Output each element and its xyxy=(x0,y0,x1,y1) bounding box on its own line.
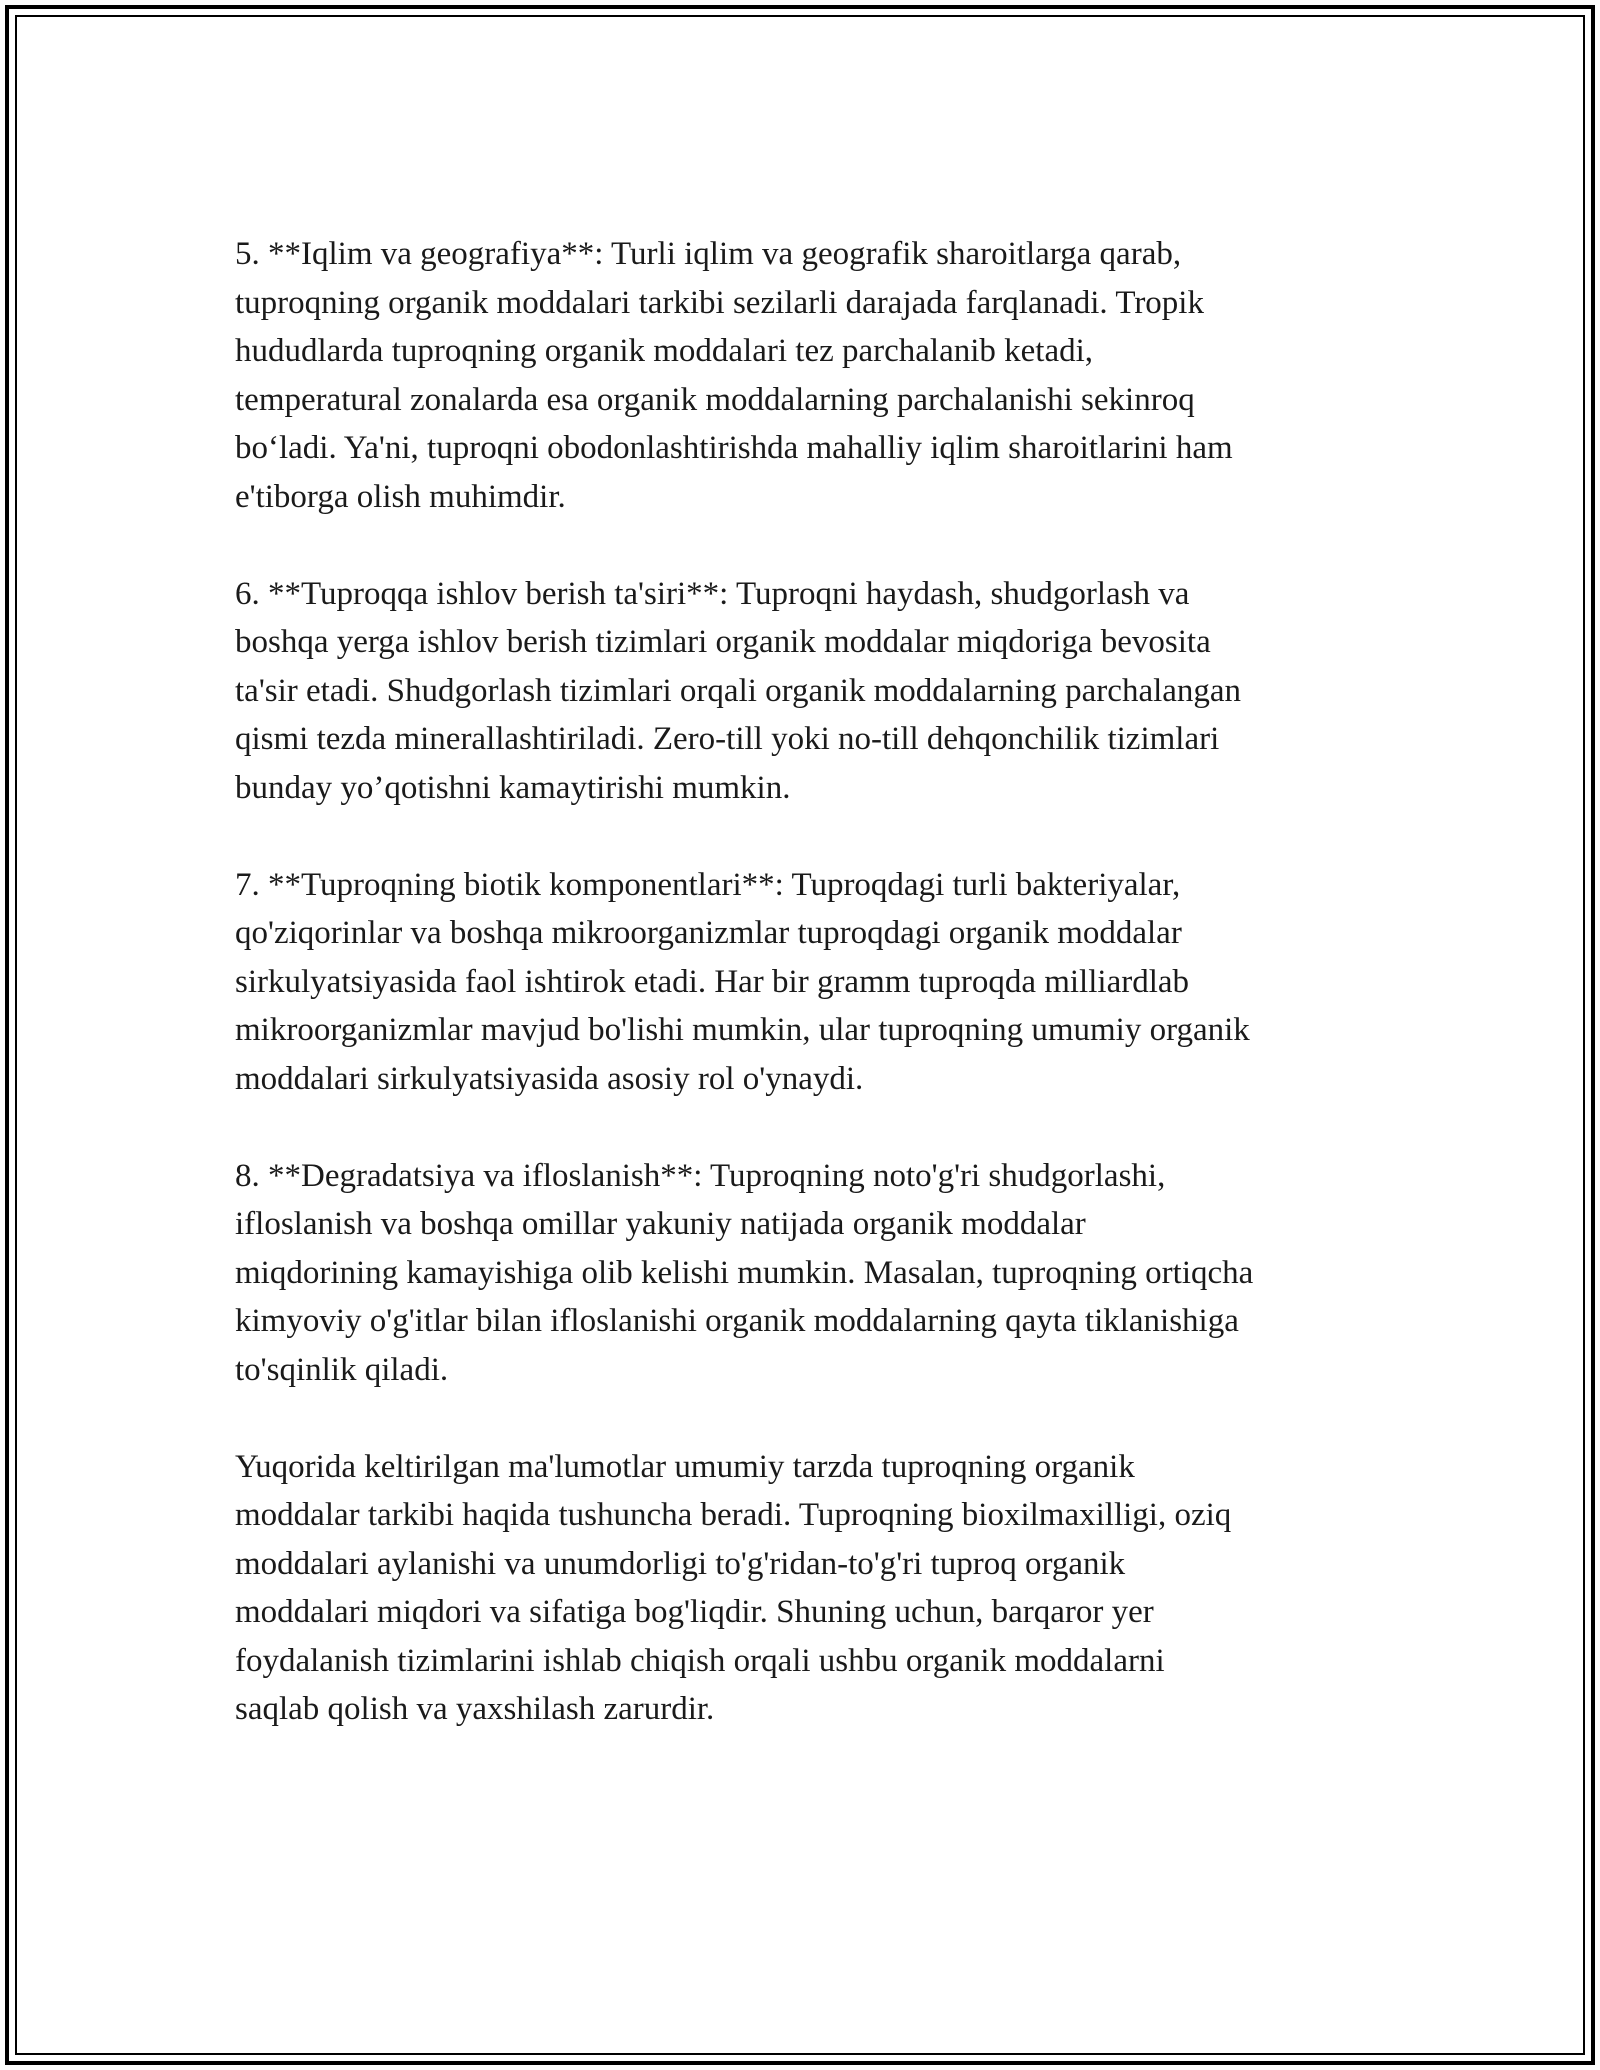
paragraph-tillage-effect: 6. **Tuproqqa ishlov berish ta'siri**: Tuproqni haydash, shudgorlash va boshqa yerga ishlov berish tizimlari organik moddalar miqdoriga bevosita ta'sir etadi. Shudgorlash tizimlari orqali organik moddalarning parchalangan qismi tezda minerallashtiriladi. Zero-till yoki no-till dehqonchilik tizimlari bunday yo’qotishni kamaytirishi mumkin. xyxy=(235,575,1242,806)
paragraph-degradation-pollution: 8. **Degradatsiya va ifloslanish**: Tuproqning noto'g'ri shudgorlashi, ifloslanish va boshqa omillar yakuniy natijada organik moddalar miqdorining kamayishiga olib kelishi mumkin. Masalan, tuproqning ortiqcha kimyoviy o'g'itlar bilan ifloslanishi organik moddalarning qayta tiklanishiga to'sqinlik qiladi. xyxy=(235,1157,1254,1388)
document-body xyxy=(235,230,1365,1782)
paragraph-climate-geography: 5. **Iqlim va geografiya**: Turli iqlim va geografik sharoitlarga qarab, tuproqning organik moddalari tarkibi sezilarli darajada farqlanadi. Tropik hududlarda tuproqning organik moddalari tez parchalanib ketadi, temperatural zonalarda esa organik moddalarning parchalanishi sekinroq bo‘ladi. Ya'ni, tuproqni obodonlashtirishda mahalliy iqlim sharoitlarini ham e'tiborga olish muhimdir. xyxy=(235,236,1233,515)
paragraph-conclusion: Yuqorida keltirilgan ma'lumotlar umumiy tarzda tuproqning organik moddalar tarkibi haqida tushuncha beradi. Tuproqning bioxilmaxilligi, oziq moddalari aylanishi va unumdorligi to'g'ridan-to'g'ri tuproq organik moddalari miqdori va sifatiga bog'liqdir. Shuning uchun, barqaror yer foydalanish tizimlarini ishlab chiqish orqali ushbu organik moddalarni saqlab qolish va yaxshilash zarurdir. xyxy=(235,1448,1232,1727)
paragraph-biotic-components: 7. **Tuproqning biotik komponentlari**: Tuproqdagi turli bakteriyalar, qo'ziqorinlar va boshqa mikroorganizmlar tuproqdagi organik moddalar sirkulyatsiyasida faol ishtirok etadi. Har bir gramm tuproqda milliardlab mikroorganizmlar mavjud bo'lishi mumkin, ular tuproqning umumiy organik moddalari sirkulyatsiyasida asosiy rol o'ynaydi. xyxy=(235,866,1250,1097)
